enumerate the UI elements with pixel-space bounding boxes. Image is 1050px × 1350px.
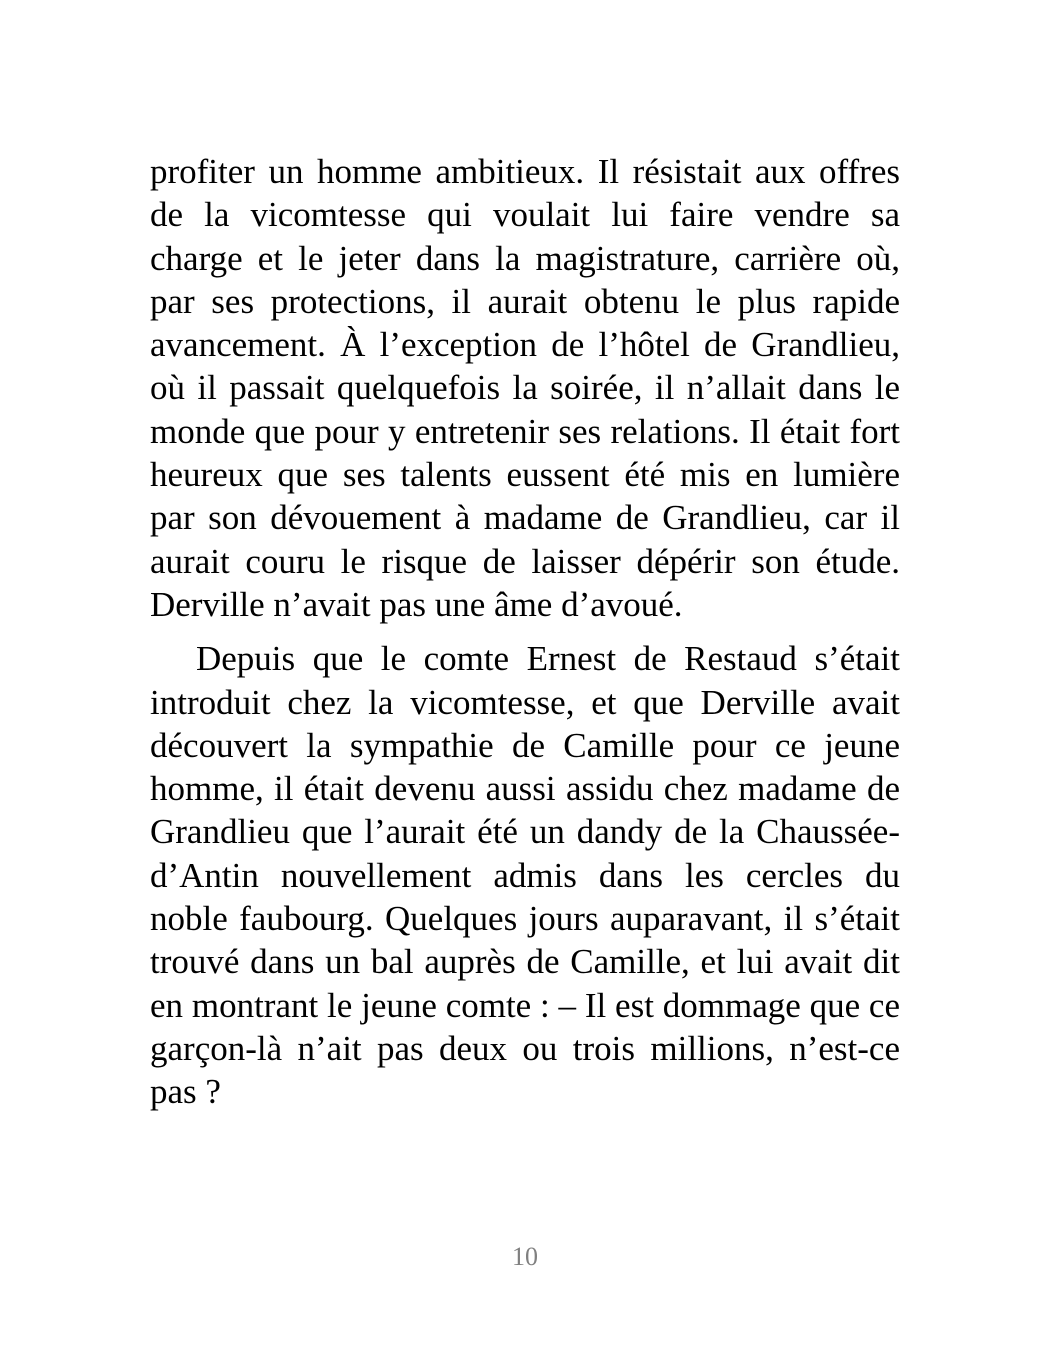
paragraph-continued: profiter un homme ambitieux. Il résistait aux offres de la vicomtesse qui voulait lui faire vendre sa charge et le jeter dans la magistrature, carrière où, par ses protections, il aurait obtenu le plus rapide avancement. À l’exception de l’hôtel de Grandlieu, où il passait quelquefois la soirée, il n’allait dans le monde que pour y entretenir ses relations. Il était fort heureux que ses talents eussent été mis en lumière par son dévouement à madame de Grandlieu, car il aurait couru le risque de laisser dépérir son étude. Derville n’avait pas une âme d’avoué.: [150, 152, 900, 624]
body-text: [150, 150, 900, 1114]
paragraph-indented: Depuis que le comte Ernest de Restaud s’était introduit chez la vicomtesse, et que Derville avait découvert la sympathie de Camille pour ce jeune homme, il était devenu aussi assidu chez madame de Grandlieu que l’aurait été un dandy de la Chaussée-d’Antin nouvellement admis dans les cercles du noble faubourg. Quelques jours auparavant, il s’était trouvé dans un bal auprès de Camille, et lui avait dit en montrant le jeune comte : – Il est dommage que ce garçon-là n’ait pas deux ou trois millions, n’est-ce pas ?: [150, 639, 900, 1112]
page-number: 10: [512, 1242, 538, 1271]
